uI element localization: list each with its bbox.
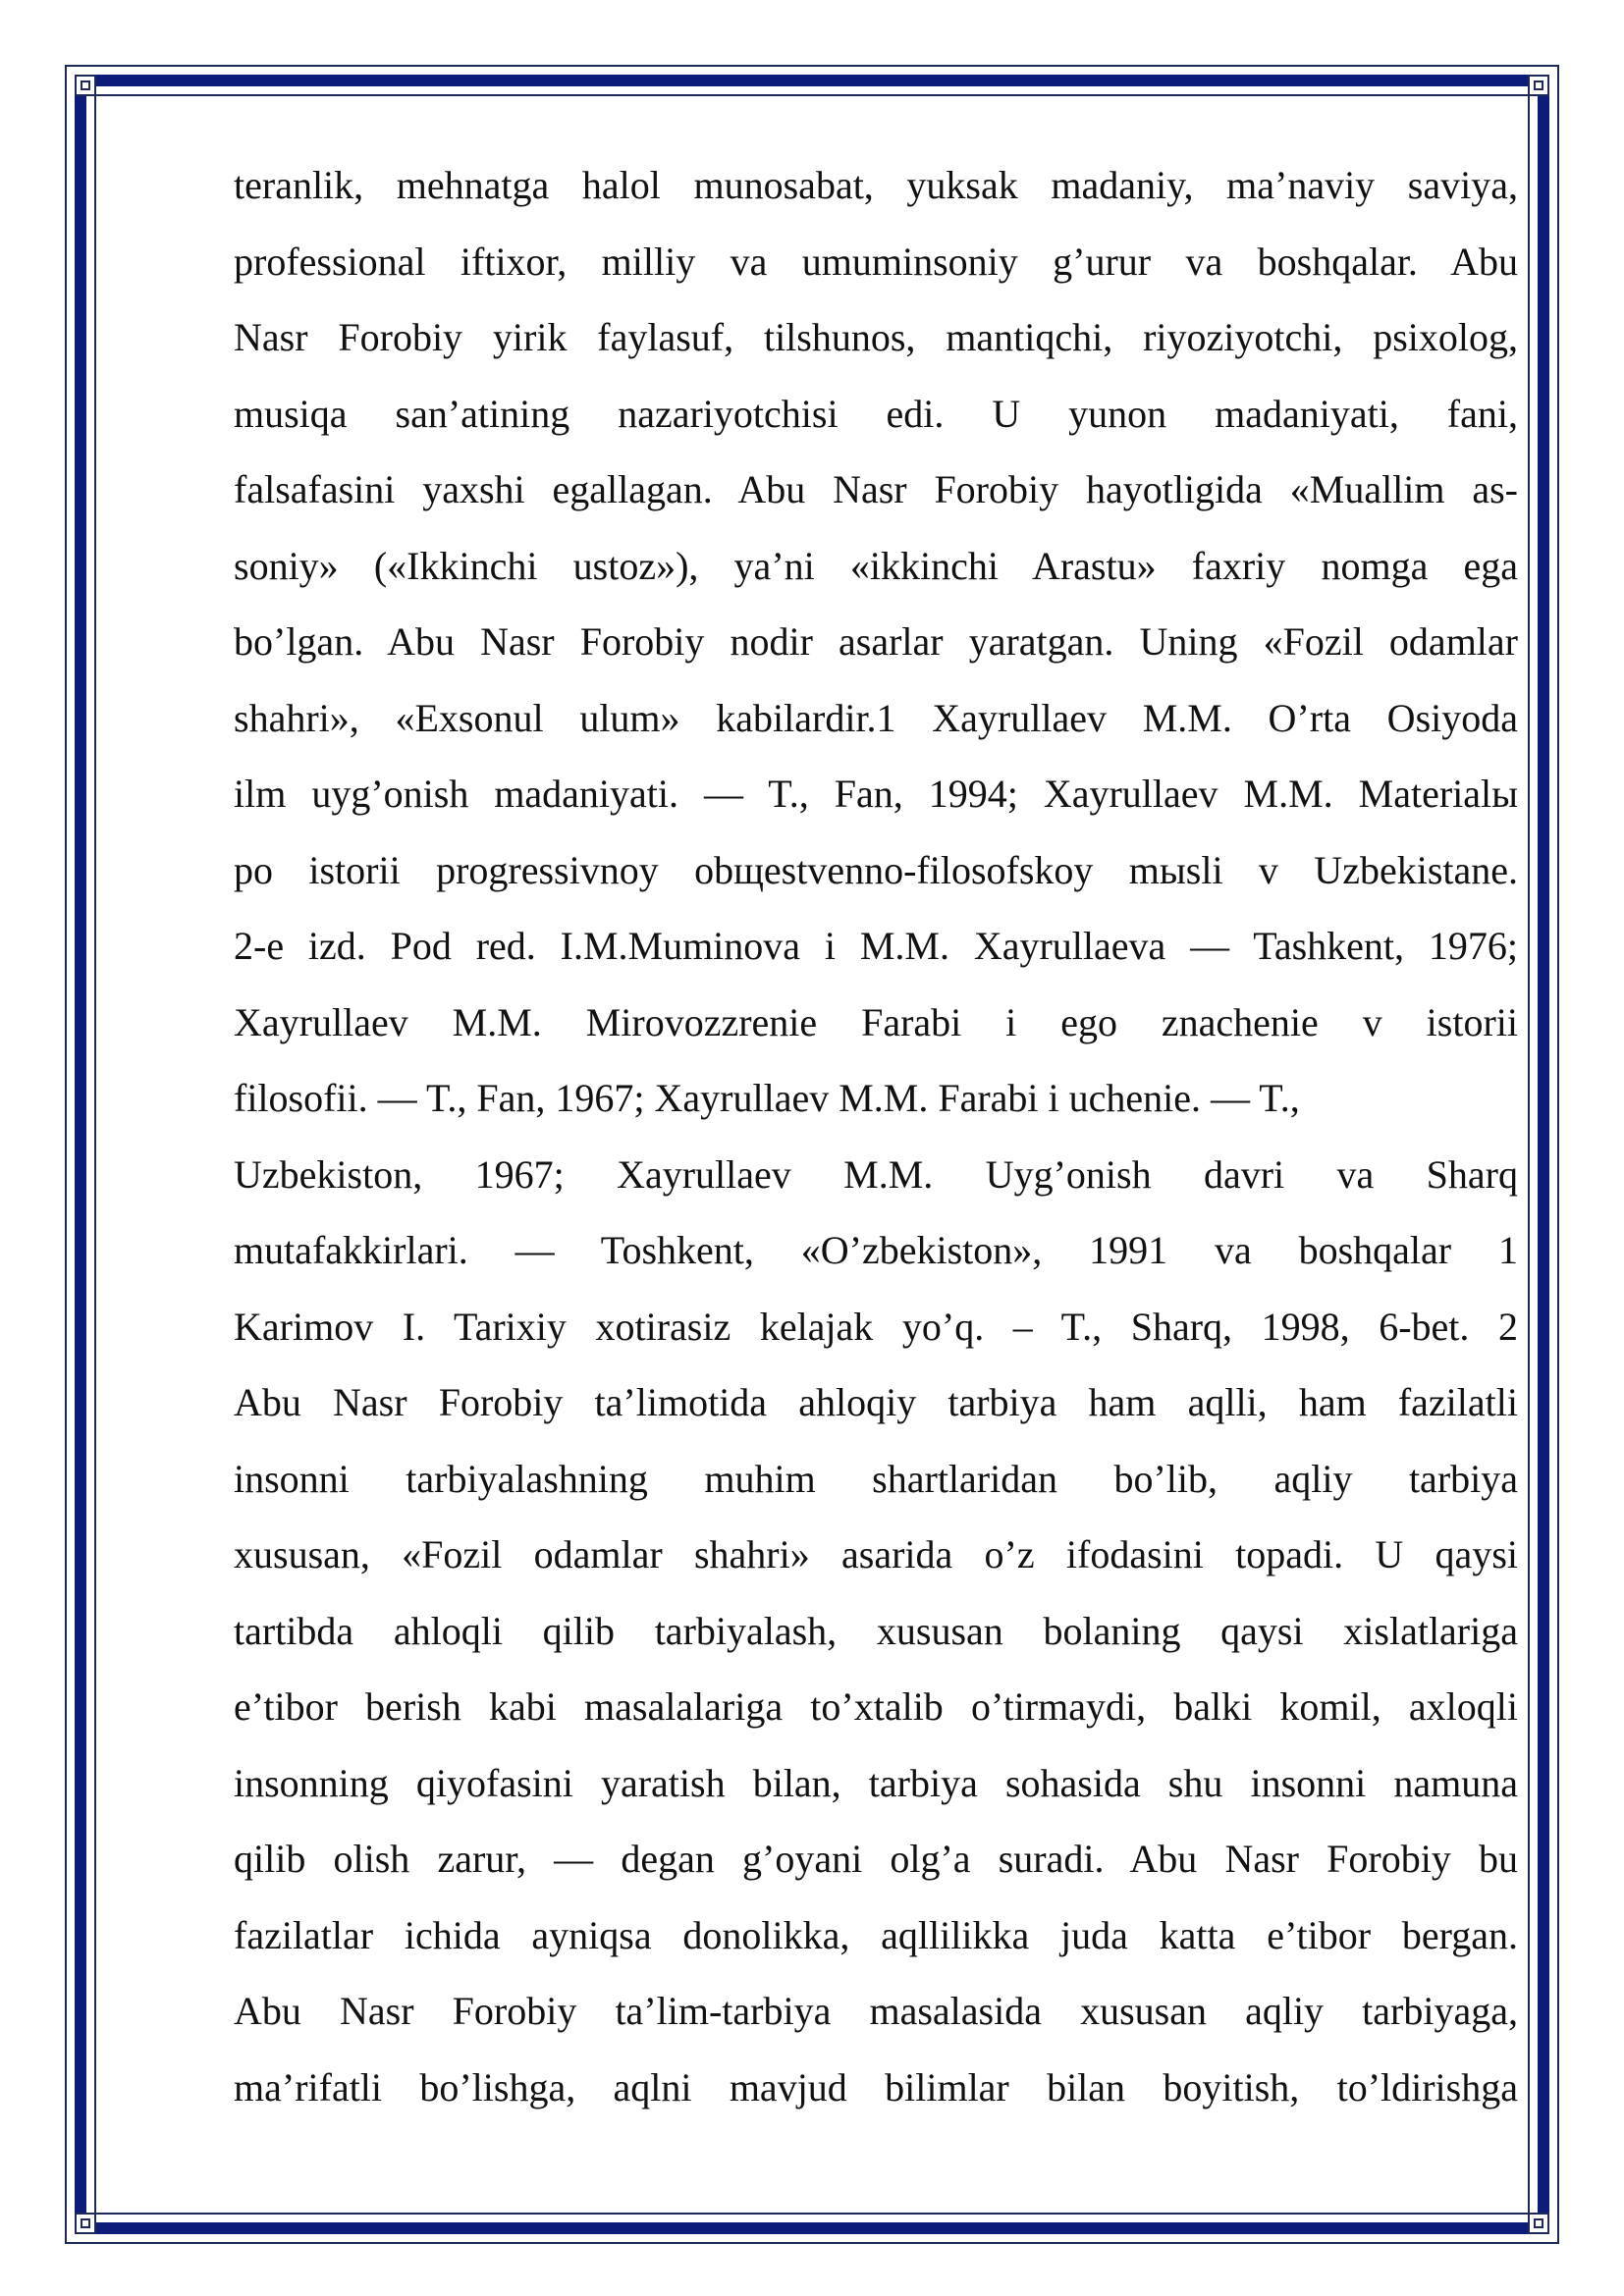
text-line: ma’rifatli bo’lishga, aqlni mavjud bilimlar bilan boyitish, to’ldirishga (234, 2064, 1518, 2109)
text-line: bo’lgan. Abu Nasr Forobiy nodir asarlar yaratgan. Uning «Fozil odamlar (234, 619, 1518, 664)
corner-ornament-top-left (75, 75, 96, 96)
corner-ornament-bottom-left (75, 2213, 96, 2234)
text-line: qilib olish zarur, — degan g’oyani olg’a suradi. Abu Nasr Forobiy bu (234, 1837, 1518, 1881)
text-line: fazilatlar ichida ayniqsa donolikka, aqllilikka juda katta e’tibor bergan. (234, 1912, 1518, 1957)
corner-ornament-top-right (1528, 75, 1549, 96)
text-line: shahri», «Exsonul ulum» kabilardir.1 Xayrullaev M.M. O’rta Osiyoda (234, 695, 1518, 740)
document-body (234, 147, 1518, 2125)
text-line: xususan, «Fozil odamlar shahri» asarida o’z ifodasini topadi. U qaysi (234, 1532, 1518, 1576)
text-line: po istorii progressivnoy obщestvenno-filosofskoy mыsli v Uzbekistane. (234, 847, 1518, 892)
text-line: insonning qiyofasini yaratish bilan, tarbiya sohasida shu insonni namuna (234, 1760, 1518, 1805)
text-line: musiqa san’atining nazariyotchisi edi. U yunon madaniyati, fani, (234, 391, 1518, 436)
text-line: soniy» («Ikkinchi ustoz»), ya’ni «ikkinchi Arastu» faxriy nomga ega (234, 543, 1518, 588)
text-line: Karimov I. Tarixiy xotirasiz kelajak yo’q. – T., Sharq, 1998, 6-bet. 2 (234, 1304, 1518, 1349)
corner-ornament-bottom-right (1528, 2213, 1549, 2234)
text-line: 2-e izd. Pod red. I.M.Muminova i M.M. Xayrullaeva — Tashkent, 1976; (234, 924, 1518, 968)
text-line: Abu Nasr Forobiy ta’limotida ahloqiy tarbiya ham aqlli, ham fazilatli (234, 1380, 1518, 1424)
text-line: tartibda ahloqli qilib tarbiyalash, xususan bolaning qaysi xislatlariga (234, 1608, 1518, 1653)
text-line: filosofii. — T., Fan, 1967; Xayrullaev M.M. Farabi i uchenie. — T., (234, 1076, 1300, 1120)
text-line: mutafakkirlari. — Toshkent, «O’zbekiston», 1991 va boshqalar 1 (234, 1228, 1518, 1272)
text-line: professional iftixor, milliy va umuminsoniy g’urur va boshqalar. Abu (234, 239, 1518, 284)
text-line: Nasr Forobiy yirik faylasuf, tilshunos, mantiqchi, riyoziyotchi, psixolog, (234, 315, 1518, 359)
text-line: Uzbekiston, 1967; Xayrullaev M.M. Uyg’onish davri va Sharq (234, 1151, 1518, 1197)
text-line: falsafasini yaxshi egallagan. Abu Nasr Forobiy hayotligida «Muallim as- (234, 467, 1518, 511)
text-line: Abu Nasr Forobiy ta’lim-tarbiya masalasida xususan aqliy tarbiyaga, (234, 1989, 1518, 2033)
text-line: e’tibor berish kabi masalalariga to’xtalib o’tirmaydi, balki komil, axloqli (234, 1684, 1518, 1729)
text-line: Xayrullaev M.M. Mirovozzrenie Farabi i ego znachenie v istorii (234, 999, 1518, 1044)
text-line: teranlik, mehnatga halol munosabat, yuksak madaniy, ma’naviy saviya, (234, 163, 1518, 207)
text-line: insonni tarbiyalashning muhim shartlaridan bo’lib, aqliy tarbiya (234, 1456, 1518, 1501)
text-line: ilm uyg’onish madaniyati. — T., Fan, 1994; Xayrullaev M.M. Materialы (234, 772, 1518, 816)
